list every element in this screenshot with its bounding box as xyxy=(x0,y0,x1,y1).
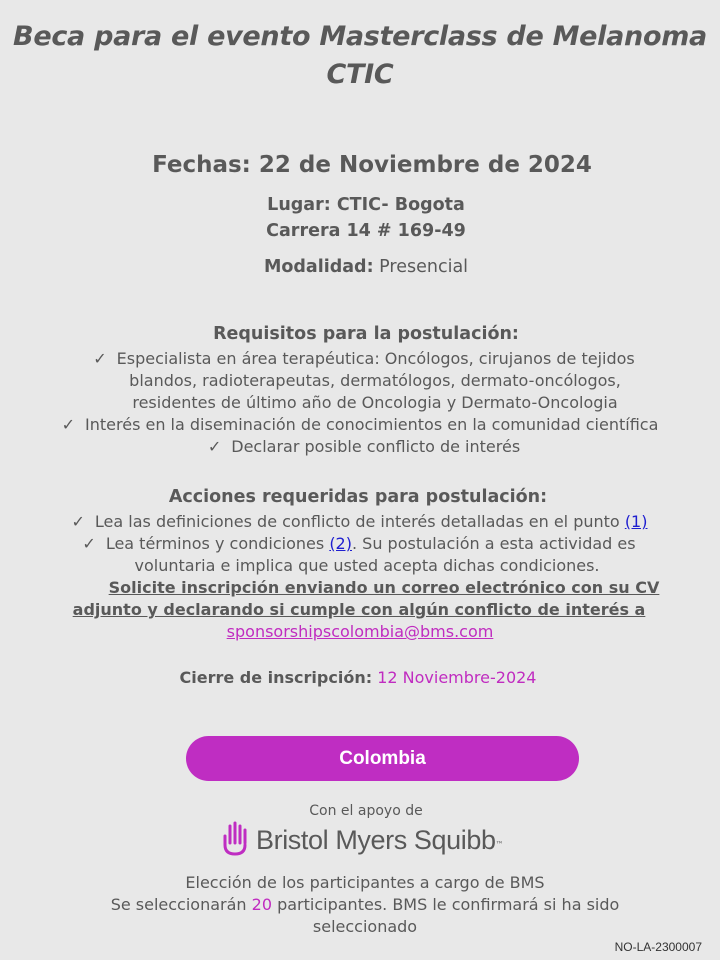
title-line1: Beca para el evento Masterclass de Melanoma xyxy=(13,21,707,52)
modality-label: Modalidad: xyxy=(263,257,374,277)
registration-instruction: adjunto y declarando si cumple con algún conflicto de interés a xyxy=(72,600,646,619)
action-item-cont: voluntaria e implica que usted acepta dichas condiciones. xyxy=(134,556,600,575)
event-address: Carrera 14 # 169-49 xyxy=(266,221,466,241)
event-modality xyxy=(6,257,720,277)
requirements-heading: Requisitos para la postulación: xyxy=(213,324,519,344)
event-place: Lugar: CTIC- Bogota xyxy=(267,195,465,215)
bms-logo xyxy=(222,820,504,860)
terms-link[interactable]: (2) xyxy=(329,534,352,553)
page-title xyxy=(0,18,720,94)
registration-deadline xyxy=(0,668,718,687)
requirement-item: ✓ Especialista en área terapéutica: Oncólogos, cirujanos de tejidos xyxy=(93,349,635,368)
modality-value: Presencial xyxy=(379,257,469,277)
email-link[interactable]: sponsorshipscolombia@bms.com xyxy=(226,622,494,641)
deadline-value: 12 Noviembre-2024 xyxy=(377,668,537,687)
title-line2: CTIC xyxy=(326,59,394,90)
check-icon: ✓ xyxy=(207,437,222,456)
selection-line1: Elección de los participantes a cargo de BMS xyxy=(185,873,545,892)
deadline-label: Cierre de inscripción: xyxy=(179,668,373,687)
check-icon: ✓ xyxy=(82,534,96,553)
country-button[interactable]: Colombia xyxy=(186,736,579,781)
requirement-item: ✓ Declarar posible conflicto de interés xyxy=(207,437,521,456)
bms-logo-text: Bristol Myers Squibb xyxy=(256,824,496,855)
definitions-link[interactable]: (1) xyxy=(624,512,648,531)
requirement-item-cont: blandos, radioterapeutas, dermatólogos, dermato-oncólogos, xyxy=(129,371,621,390)
requirements-list xyxy=(0,348,720,458)
document-code: NO-LA-2300007 xyxy=(614,940,702,954)
event-dates: Fechas: 22 de Noviembre de 2024 xyxy=(152,152,592,178)
requirement-item: ✓ Interés en la diseminación de conocimientos en la comunidad científica xyxy=(61,415,659,434)
selection-line2: Se seleccionarán 20 participantes. BMS le confirmará si ha sido xyxy=(110,895,620,914)
registration-instruction: Solicite inscripción enviando un correo electrónico con su CV xyxy=(108,578,660,597)
actions-list xyxy=(0,511,720,643)
selection-line3: seleccionado xyxy=(312,917,418,936)
action-item: ✓ Lea las definiciones de conflicto de interés detalladas en el punto (1) xyxy=(71,512,648,531)
check-icon: ✓ xyxy=(93,349,107,368)
check-icon: ✓ xyxy=(61,415,76,434)
event-location xyxy=(6,192,720,244)
check-icon: ✓ xyxy=(71,512,85,531)
requirement-item-cont: residentes de último año de Oncologia y Dermato-Oncologia xyxy=(132,393,618,412)
participants-count: 20 xyxy=(251,895,272,914)
actions-heading: Acciones requeridas para postulación: xyxy=(168,487,548,507)
trademark: ™ xyxy=(495,839,504,849)
action-item: ✓ Lea términos y condiciones (2). Su postulación a esta actividad es xyxy=(82,534,636,553)
selection-info xyxy=(5,872,720,938)
bms-hand-icon xyxy=(222,821,248,859)
support-text: Con el apoyo de xyxy=(309,803,423,819)
